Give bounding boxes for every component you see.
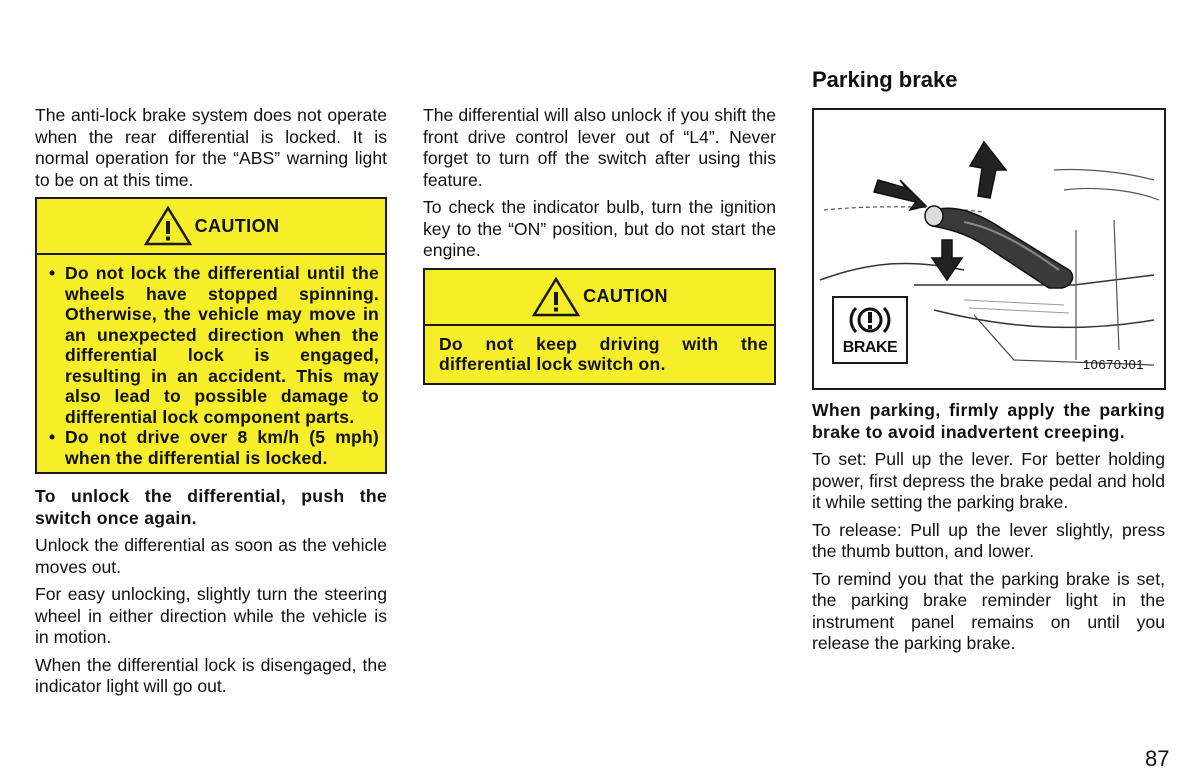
caution-header <box>37 199 385 255</box>
unlock-heading: To unlock the differential, push the switch once again. <box>35 486 387 528</box>
caution-text: Do not keep driving with the differential lock switch on. <box>439 333 768 374</box>
figure-code: 10670J01 <box>1082 357 1144 372</box>
abs-note-paragraph: The anti-lock brake system does not operate when the rear differential is locked. It is normal operation for the “ABS” warning light to be on at this time. <box>35 105 387 190</box>
to-release-paragraph: To release: Pull up the lever slightly, press the thumb button, and lower. <box>812 519 1165 561</box>
unlock-paragraph-1: Unlock the differential as soon as the vehicle moves out. <box>35 535 387 577</box>
section-heading-parking-brake: Parking brake <box>812 67 958 92</box>
caution-box-driving <box>423 268 776 385</box>
brake-indicator-label: BRAKE <box>842 339 898 356</box>
warning-triangle-icon <box>531 276 581 318</box>
brake-indicator-inset <box>832 296 908 364</box>
parking-brake-indicator-icon <box>848 303 892 337</box>
arrow-up-icon <box>970 142 1006 198</box>
column-right <box>812 66 1165 661</box>
column-middle <box>423 105 776 397</box>
caution-body <box>37 255 385 472</box>
arrow-press-icon <box>874 180 926 210</box>
unlock-paragraph-2: For easy unlocking, slightly turn the steering wheel in either direction while the vehicle is in motion. <box>35 584 387 647</box>
caution-item-speed-limit: • Do not drive over 8 km/h (5 mph) when the differential is locked. <box>49 427 379 468</box>
caution-title: CAUTION <box>583 286 668 306</box>
warning-triangle-icon <box>143 205 193 247</box>
parking-brake-illustration <box>812 108 1166 390</box>
parking-warning-paragraph: When parking, firmly apply the parking brake to avoid inadvertent creeping. <box>812 400 1165 442</box>
caution-header <box>425 270 774 326</box>
caution-box-differential <box>35 197 387 474</box>
caution-item-lock-timing: • Do not lock the differential until the wheels have stopped spinning. Otherwise, the vehicle may move in an unexpected direction when the differential lock is engaged, resulting in an accident. This may also lead to possible damage to differential lock component parts. <box>49 263 379 427</box>
indicator-check-paragraph: To check the indicator bulb, turn the ignition key to the “ON” position, but do not start the engine. <box>423 197 776 260</box>
caution-title: CAUTION <box>194 215 280 236</box>
unlock-paragraph-3: When the differential lock is disengaged, the indicator light will go out. <box>35 654 387 696</box>
shift-unlock-paragraph: The differential will also unlock if you shift the front drive control lever out of “L4”. Never forget to turn off the switch after using this feature. <box>423 105 776 190</box>
page-number: 87 <box>1145 746 1170 771</box>
to-set-paragraph: To set: Pull up the lever. For better holding power, first depress the brake pedal and hold it while setting the parking brake. <box>812 449 1165 512</box>
column-left <box>35 105 387 704</box>
caution-list <box>49 263 379 468</box>
caution-body <box>425 326 774 383</box>
arrow-down-icon <box>932 240 962 280</box>
reminder-light-paragraph: To remind you that the parking brake is set, the parking brake reminder light in the instrument panel remains on until you release the parking brake. <box>812 568 1165 653</box>
